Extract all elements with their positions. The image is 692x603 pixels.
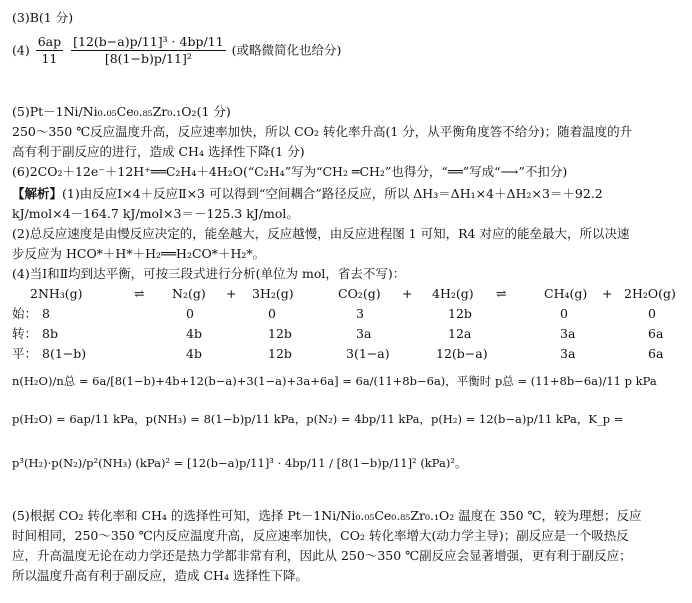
table-cell: 3: [356, 306, 364, 321]
answer-4-fraction-2: [71, 34, 225, 68]
table-cell: 8(1−b): [42, 346, 87, 361]
table-header-cell: N₂(g): [172, 286, 206, 301]
table-header-cell: ⇌: [496, 286, 507, 301]
table-cell: 4b: [186, 346, 202, 361]
fraction-2-denominator: [8(1−b)p/11]²: [104, 51, 192, 67]
table-row: [12, 326, 682, 346]
answer-4: [12, 34, 341, 68]
table-cell: 12a: [448, 326, 472, 341]
table-header-cell: CH₄(g): [544, 286, 588, 301]
analysis-2-cont: 步反应为 HCO*＋H*＋H₂══H₂CO*＋H₂*。: [12, 246, 266, 261]
analysis-1-cont: kJ/mol×4－164.7 kJ/mol×3＝－125.3 kJ/mol。: [12, 206, 299, 221]
table-cell: 始：: [12, 306, 38, 321]
fraction-1-numerator: 6ap: [36, 34, 63, 51]
analysis-heading: 【解析】: [12, 186, 63, 201]
table-cell: 3(1−a): [346, 346, 390, 361]
answer-3: (3)B(1 分): [12, 10, 74, 25]
fraction-2-numerator: [12(b−a)p/11]³ · 4bp/11: [71, 34, 225, 51]
table-cell: 3a: [560, 346, 576, 361]
answer-5-explain-1: 250～350 ℃反应温度升高，反应速率加快，所以 CO₂ 转化率升高(1 分，从平衡角度答不给分)；随着温度的升: [12, 124, 633, 139]
table-header-row: [12, 286, 682, 306]
analysis-1: [12, 186, 603, 202]
analysis-1-text: (1)由反应Ⅰ×4＋反应Ⅱ×3 可以得到“空间耦合”路径反应，所以 ΔH₃＝ΔH₁×4＋ΔH₂×3＝＋92.2: [62, 186, 603, 201]
table-cell: 12(b−a): [436, 346, 488, 361]
mole-fraction-equation: n(H₂O)/n总 = 6a/[8(1−b)+4b+12(b−a)+3(1−a)+3a+6a] = 6a/(11+8b−6a)，平衡时 p总 = (11+8b−6a)/11 p kPa: [12, 374, 657, 388]
table-cell: 0: [268, 306, 276, 321]
answer-5-explain-2: 高有利于副反应的进行，造成 CH₄ 选择性下降(1 分): [12, 144, 305, 159]
table-cell: 3a: [356, 326, 372, 341]
answer-6: (6)2CO₂＋12e⁻＋12H⁺══C₂H₄＋4H₂O(“C₂H₄”写为“CH₂ ═CH₂”也得分，“══”写成“⟶”不扣分): [12, 164, 568, 179]
table-header-cell: +: [602, 286, 613, 301]
table-cell: 平：: [12, 346, 38, 361]
table-cell: 8: [42, 306, 50, 321]
answer-5: (5)Pt－1Ni/Ni₀.₀₅Ce₀.₈₅Zr₀.₁O₂(1 分): [12, 104, 231, 119]
table-cell: 0: [648, 306, 656, 321]
partial-pressure-equation: p(H₂O) = 6ap/11 kPa，p(NH₃) = 8(1−b)p/11 kPa，p(N₂) = 4bp/11 kPa，p(H₂) = 12(b−a)p/11 kPa，K_p =: [12, 412, 624, 426]
table-cell: 6a: [648, 346, 664, 361]
three-stage-table: [12, 286, 682, 366]
table-cell: 转：: [12, 326, 38, 341]
analysis-5: (5)根据 CO₂ 转化率和 CH₄ 的选择性可知，选择 Pt－1Ni/Ni₀.₀₅Ce₀.₈₅Zr₀.₁O₂ 温度在 350 ℃，较为理想；反应: [12, 508, 642, 523]
table-cell: 8b: [42, 326, 58, 341]
fraction-1-denominator: 11: [41, 51, 58, 67]
table-cell: 3a: [560, 326, 576, 341]
table-header-cell: 3H₂(g): [252, 286, 294, 301]
table-header-cell: ⇌: [134, 286, 145, 301]
table-cell: 12b: [448, 306, 472, 321]
table-header-cell: 2NH₃(g): [30, 286, 83, 301]
table-cell: 12b: [268, 326, 292, 341]
analysis-4: (4)当Ⅰ和Ⅱ均到达平衡，可按三段式进行分析(单位为 mol，省去不写)：: [12, 266, 406, 281]
analysis-5-cont-1: 时间相同，250～350 ℃内反应温度升高，反应速率加快，CO₂ 转化率增大(动力学主导)；副反应是一个吸热反: [12, 528, 629, 543]
table-cell: 0: [186, 306, 194, 321]
analysis-2: (2)总反应速度是由慢反应决定的，能垒越大，反应越慢，由反应进程图 1 可知，R4 对应的能垒最大，所以决速: [12, 226, 630, 241]
analysis-5-cont-2: 应，升高温度无论在动力学还是热力学都非常有利，因此从 250～350 ℃副反应会显著增强，更有利于副反应；: [12, 548, 632, 563]
kp-equation: p³(H₂)·p(N₂)/p²(NH₃) (kPa)² = [12(b−a)p/11]³ · 4bp/11 / [8(1−b)p/11]² (kPa)²。: [12, 456, 467, 470]
table-header-cell: CO₂(g): [338, 286, 381, 301]
table-cell: 0: [560, 306, 568, 321]
table-row: [12, 346, 682, 366]
table-cell: 4b: [186, 326, 202, 341]
table-header-cell: 4H₂(g): [432, 286, 474, 301]
answer-4-note: (或略微简化也给分): [231, 42, 342, 58]
table-cell: 6a: [648, 326, 664, 341]
answer-4-fraction-1: [36, 34, 63, 68]
analysis-5-cont-3: 所以温度升高有利于副反应，造成 CH₄ 选择性下降。: [12, 568, 308, 583]
table-header-cell: +: [226, 286, 237, 301]
table-header-cell: +: [402, 286, 413, 301]
table-row: [12, 306, 682, 326]
table-cell: 12b: [268, 346, 292, 361]
table-header-cell: 2H₂O(g): [624, 286, 676, 301]
answer-4-label: (4): [12, 42, 30, 58]
